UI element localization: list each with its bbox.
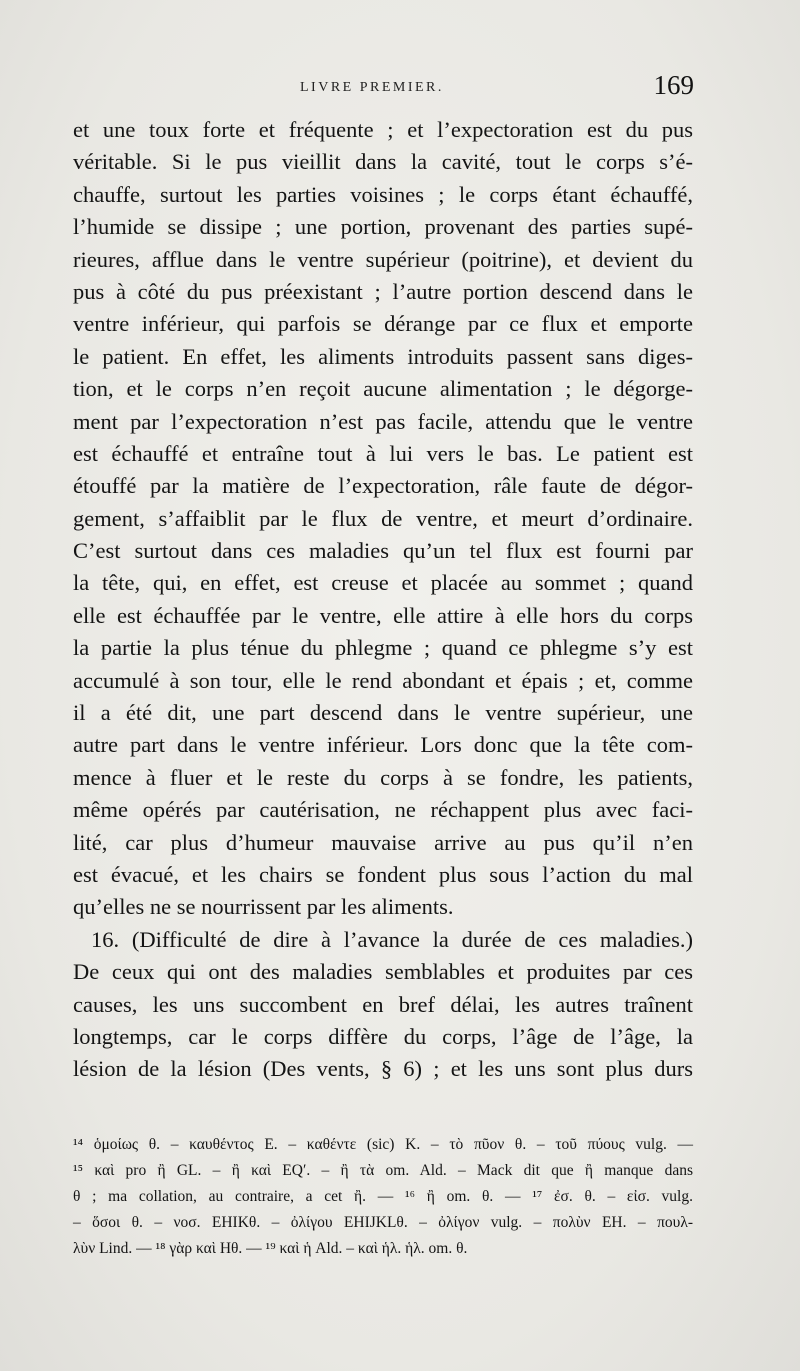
body-text [73,114,693,1086]
text-line: causes, les uns succombent en bref délai, les autres traînent [73,991,693,1017]
footnotes [73,1132,693,1262]
running-head: LIVRE PREMIER. [300,80,444,95]
text-line: gement, s’affaiblit par le flux de ventre, et meurt d’ordinaire. [73,505,693,531]
section-heading-line: 16. (Difficulté de dire à l’avance la durée de ces maladies.) [91,926,693,952]
text-line: il a été dit, une part descend dans le ventre supérieur, une [73,700,693,726]
text-line: étouffé par la matière de l’expectoration, râle faute de dégor- [73,473,693,499]
text-line: mence à fluer et le reste du corps à se fondre, les patients, [73,764,693,790]
text-line: et une toux forte et fréquente ; et l’expectoration est du pus [73,117,693,142]
text-line: longtemps, car le corps diffère du corps, l’âge de l’âge, la [73,1023,693,1049]
footnote-line: ¹⁴ ὁμοίως θ. – καυθέντος E. – καθέντε (sic) K. – τὸ πῦον θ. – τοῦ πύους vulg. — [73,1136,693,1153]
footnote-line: λὺν Lind. — ¹⁸ γὰρ καὶ Hθ. — ¹⁹ καὶ ἡ Ald. – καὶ ἡλ. ἡλ. om. θ. [73,1240,468,1257]
text-line: lésion de la lésion (Des vents, § 6) ; et les uns sont plus durs [73,1056,693,1082]
text-line: le patient. En effet, les aliments introduits passent sans diges- [73,343,693,369]
footnote-line: ¹⁵ καὶ pro ἢ GL. – ἢ καὶ EQ′. – ἢ τὰ om. Ald. – Mack dit que ἢ manque dans [73,1162,693,1179]
text-line: ventre inférieur, qui parfois se dérange par ce flux et emporte [73,311,693,337]
text-line: C’est surtout dans ces maladies qu’un tel flux est fourni par [73,538,693,564]
footnote-line: – ὅσοι θ. – νοσ. EHIKθ. – ὀλίγου EHIJKLθ. – ὀλίγον vulg. – πολὺν EH. – πουλ- [73,1214,693,1231]
text-line: la partie la plus ténue du phlegme ; quand ce phlegme s’y est [73,635,693,661]
text-line: est évacué, et les chairs se fondent plus sous l’action du mal [73,861,693,887]
text-line: rieures, afflue dans le ventre supérieur (poitrine), et devient du [73,246,693,272]
text-line: De ceux qui ont des maladies semblables et produites par ces [73,959,693,985]
text-line: véritable. Si le pus vieillit dans la cavité, tout le corps s’é- [73,149,693,175]
text-line: est échauffé et entraîne tout à lui vers le bas. Le patient est [73,440,693,466]
text-line: chauffe, surtout les parties voisines ; le corps étant échauffé, [73,181,693,207]
text-line: elle est échauffée par le ventre, elle attire à elle hors du corps [73,602,693,628]
page-number: 169 [653,70,694,100]
text-line: ment par l’expectoration n’est pas facile, attendu que le ventre [73,408,693,434]
text-line: l’humide se dissipe ; une portion, provenant des parties supé- [73,214,693,240]
text-line: pus à côté du pus préexistant ; l’autre portion descend dans le [73,278,693,304]
text-line: même opérés par cautérisation, ne réchappent plus avec faci- [73,797,693,823]
text-line: autre part dans le ventre inférieur. Lors donc que la tête com- [73,732,693,758]
text-line: la tête, qui, en effet, est creuse et placée au sommet ; quand [73,570,693,596]
text-line: tion, et le corps n’en reçoit aucune alimentation ; le dégorge- [73,376,693,402]
footnote-line: θ ; ma collation, au contraire, a cet ἢ. — ¹⁶ ἢ om. θ. — ¹⁷ ἐσ. θ. – εἰσ. vulg. [73,1188,693,1205]
text-line: accumulé à son tour, elle le rend abondant et épais ; et, comme [73,667,693,693]
text-line: lité, car plus d’humeur mauvaise arrive au pus qu’il n’en [73,829,693,855]
text-line: qu’elles ne se nourrissent par les aliments. [73,894,454,920]
